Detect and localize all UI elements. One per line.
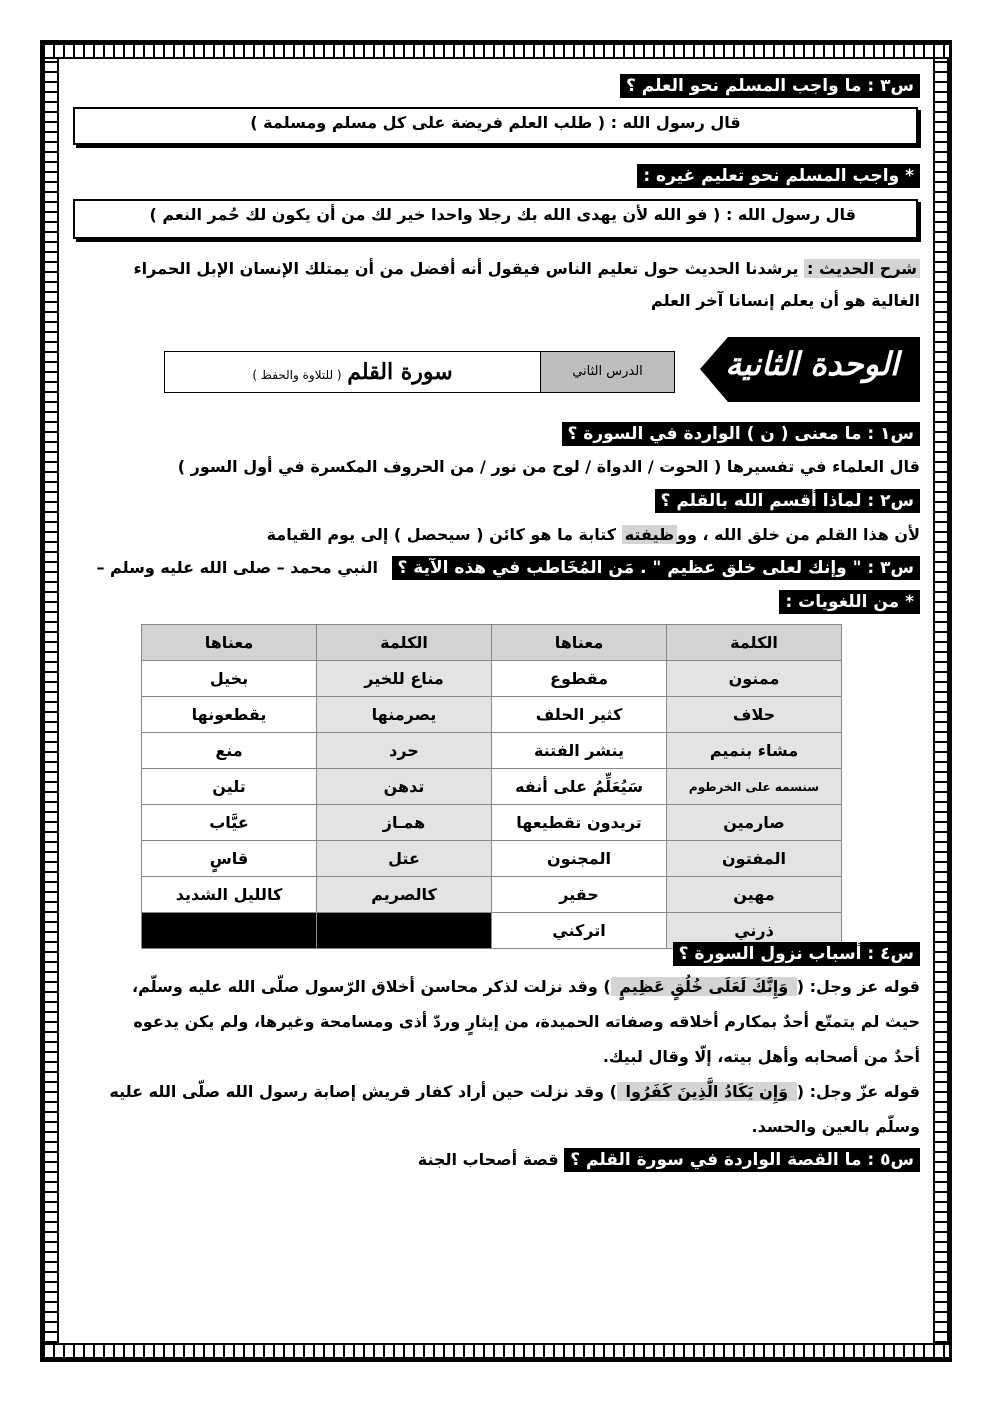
vocab-word: مشاء بنميم <box>667 733 842 769</box>
duty-heading: * واجب المسلم نحو تعليم غيره : <box>637 164 920 188</box>
border-chain-left <box>43 59 59 1343</box>
vocab-meaning: المجنون <box>492 841 667 877</box>
q5-answer: قصة أصحاب الجنة <box>417 1150 559 1169</box>
q4-para1-end: ) وقد نزلت لذكر محاسن أخلاق الرّسول صلّى الله عليه وسلّم، <box>132 977 611 996</box>
vocab-word: حرد <box>317 733 492 769</box>
vocab-row <box>142 877 842 913</box>
vocab-word: يصرمنها <box>317 697 492 733</box>
vocab-row <box>142 769 842 805</box>
q3-heading: س٣ : ما واجب المسلم نحو العلم ؟ <box>620 74 920 98</box>
vocab-meaning: كالليل الشديد <box>142 877 317 913</box>
vocab-meaning: يقطعونها <box>142 697 317 733</box>
vocab-meaning: منع <box>142 733 317 769</box>
q1-heading: س١ : ما معنى ( ن ) الواردة في السورة ؟ <box>562 422 920 446</box>
q2-heading: س٢ : لماذا أقسم الله بالقلم ؟ <box>655 489 920 513</box>
vocab-meaning: تريدون تقطيعها <box>492 805 667 841</box>
explain-line1 <box>70 254 920 284</box>
explain-text1: يرشدنا الحديث حول تعليم الناس فيقول أنه أفضل من أن يمتلك الإنسان الإبل الحمراء <box>133 259 799 278</box>
vocab-row <box>142 805 842 841</box>
vocab-meaning: تلين <box>142 769 317 805</box>
vocab-header: معناها <box>142 625 317 661</box>
q3b-heading: س٣ : " وإنك لعلى خلق عظيم " . مَن المُخَاطب في هذه الآية ؟ <box>392 556 920 580</box>
unit-title: الوحدة الثانية <box>725 345 899 383</box>
vocab-header: الكلمة <box>667 625 842 661</box>
vocab-heading: * من اللغويات : <box>779 590 920 614</box>
border-chain-top <box>43 43 949 59</box>
q4-para4 <box>70 1077 920 1107</box>
vocab-header: معناها <box>492 625 667 661</box>
surah-box <box>164 351 540 393</box>
q4-verse1: وَإِنَّكَ لَعَلَى خُلُقٍ عَظِيمٍ <box>611 977 797 996</box>
vocab-meaning: مقطوع <box>492 661 667 697</box>
q4-para1 <box>70 972 920 1002</box>
vocab-table <box>141 624 842 949</box>
vocab-meaning: عيَّاب <box>142 805 317 841</box>
vocab-row <box>142 697 842 733</box>
vocab-header-row <box>142 625 842 661</box>
vocab-word: عتل <box>317 841 492 877</box>
vocab-meaning: كثير الحلف <box>492 697 667 733</box>
q4-para4-start: قوله عزّ وجل: ( <box>796 1082 920 1101</box>
q4-para3: أحدٌ من أصحابه وأهل بيته، إلّا وقال لبيك. <box>602 1047 920 1066</box>
q2-answer-highlight: ظيفته <box>622 525 677 544</box>
vocab-meaning: بخيل <box>142 661 317 697</box>
q5-row <box>70 1148 920 1172</box>
vocab-meaning: سَيُعَلِّمُ على أنفه <box>492 769 667 805</box>
q4-heading: س٤ : أسباب نزول السورة ؟ <box>673 942 920 966</box>
vocab-row <box>142 841 842 877</box>
vocab-word: المفتون <box>667 841 842 877</box>
vocab-header: الكلمة <box>317 625 492 661</box>
q5-heading: س٥ : ما القصة الواردة في سورة القلم ؟ <box>564 1148 920 1172</box>
vocab-word: تدهن <box>317 769 492 805</box>
hadith1-text: قال رسول الله : ( طلب العلم فريضة على كل مسلم ومسلمة ) <box>250 113 741 132</box>
explain-text2: الغالية هو أن يعلم إنسانا آخر العلم <box>651 291 920 310</box>
border-chain-right <box>933 59 949 1343</box>
vocab-word: همـاز <box>317 805 492 841</box>
vocab-meaning: اتركني <box>492 913 667 949</box>
border-chain-bottom <box>43 1343 949 1359</box>
q4-para2: حيث لم يتمتّع أحدٌ بمكارم أخلاقه وصفاته الحميدة، من إيثارٍ وردّ أذى ومسامحة وغيرها، ولم يكن يدعوه <box>133 1012 920 1031</box>
q3b-answer: النبي محمد – صلى الله عليه وسلم – <box>96 558 378 577</box>
vocab-meaning: قاسٍ <box>142 841 317 877</box>
q4-verse2: وَإِن يَكَادُ الَّذِينَ كَفَرُوا <box>617 1082 797 1101</box>
q2-answer-part2: كتابة ما هو كائن ( سيحصل ) إلى يوم القيامة <box>266 525 622 544</box>
vocab-word: صارمين <box>667 805 842 841</box>
q2-answer-part1: لأن هذا القلم من خلق الله ، وو <box>677 525 920 544</box>
q4-para1-start: قوله عز وجل: ( <box>796 977 920 996</box>
q2-answer <box>70 520 920 550</box>
unit-banner <box>700 337 920 402</box>
vocab-meaning: حقير <box>492 877 667 913</box>
vocab-row <box>142 733 842 769</box>
surah-note: ( للتلاوة والحفظ ) <box>252 368 342 382</box>
vocab-word: حلاف <box>667 697 842 733</box>
vocab-word: كالصريم <box>317 877 492 913</box>
q1-answer: قال العلماء في تفسيرها ( الحوت / الدواة / لوح من نور / من الحروف المكسرة في أول السور ) <box>177 457 920 476</box>
vocab-meaning: ينشر الفتنة <box>492 733 667 769</box>
q4-para5: وسلّم بالعين والحسد. <box>751 1117 920 1136</box>
hadith1-box <box>73 107 918 145</box>
vocab-word: ذرني <box>667 913 842 949</box>
vocab-word: مهين <box>667 877 842 913</box>
lesson-label: الدرس الثاني <box>540 351 675 393</box>
q4-para4-end: ) وقد نزلت حين أراد كفار قريش إصابة رسول الله صلّى الله عليه <box>109 1082 617 1101</box>
hadith2-text: قال رسول الله : ( فو الله لأن يهدى الله بك رجلا واحدا خير لك من أن يكون لك حُمر النعم ) <box>149 205 856 224</box>
hadith2-box <box>73 199 918 239</box>
surah-title: سورة القلم <box>347 359 453 385</box>
explain-label: شرح الحديث : <box>804 259 920 278</box>
vocab-word: سنسمه على الخرطوم <box>667 769 842 805</box>
vocab-word: مناع للخير <box>317 661 492 697</box>
q3b-row <box>70 556 920 580</box>
vocab-row <box>142 661 842 697</box>
vocab-word: ممنون <box>667 661 842 697</box>
